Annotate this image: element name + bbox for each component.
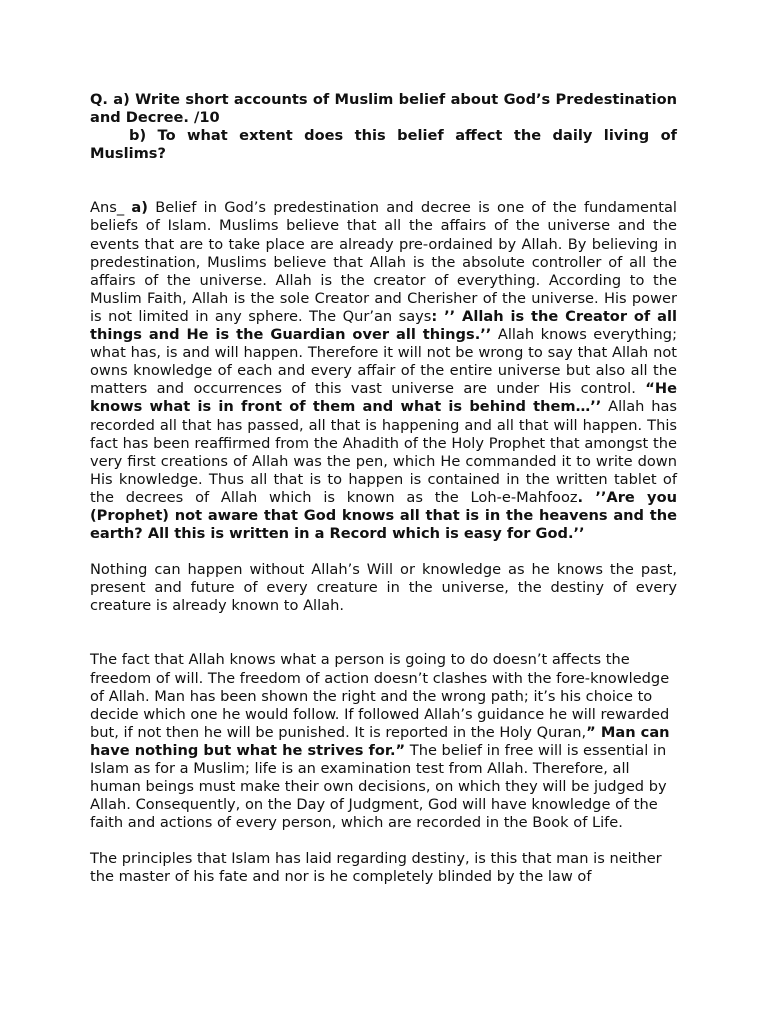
question-block [90, 91, 677, 163]
answer-paragraph-2: Nothing can happen without Allah’s Will or knowledge as he knows the past, present and future of every creature in the universe, the destiny of every creature is already known to Allah. [90, 561, 677, 615]
answer-text: Belief in God’s predestination and decree is one of the fundamental beliefs of Islam. Muslims believe that all the affairs of the universe and the events that are to take place are already pre-ordained by Allah. By believing in predestination, Muslims believe that Allah is the absolute controller of all the affairs of the universe. Allah is the creator of everything. According to the Muslim Faith, Allah is the sole Creator and Cherisher of the universe. His power is not limited in any sphere. The Qur’an says [90, 199, 677, 325]
answer-text: The belief in free will is essential in Islam as for a Muslim; life is an examination test from Allah. Therefore, all human beings must make their own decisions, on which they will be judged by Allah. Consequently, on the Day of Judgment, God will have knowledge of the faith and actions of every person, which are recorded in the Book of Life. [90, 741, 667, 832]
question-part-b-line [90, 127, 677, 163]
spacer [90, 615, 677, 651]
question-part-b: b) To what extent does this belief affect the daily living of Muslims? [90, 127, 677, 163]
answer-text: The fact that Allah knows what a person is going to do doesn’t affects the freedom of will. The freedom of action doesn’t clashes with the fore-knowledge of Allah. Man has been shown the right and the wrong path; it’s his choice to decide which one he would follow. If followed Allah’s guidance he will rewarded but, if not then he will be punished. It is reported in the Holy Quran, [90, 651, 670, 741]
quran-quote: “He knows what is in front of them and what is behind them…’’ [90, 380, 677, 416]
quran-quote: : ’’ Allah is the Creator of all things and He is the Guardian over all things.’’ [90, 307, 677, 344]
answer-paragraph-1 [90, 199, 677, 543]
answer-paragraph-3 [90, 651, 677, 832]
answer-text: Allah knows everything; what has, is and will happen. Therefore it will not be wrong to say that Allah not owns knowledge of each and every affair of the entire universe but also all the matters and occurrences of this vast universe are under His control. [90, 326, 677, 398]
document-page [90, 91, 677, 887]
quran-quote: ” Man can have nothing but what he strives for.” [90, 723, 670, 759]
spacer [90, 163, 677, 199]
question-part-a: Q. a) Write short accounts of Muslim belief about God’s Predestination and Decree. /10 [90, 91, 677, 127]
quran-quote: . ’’Are you (Prophet) not aware that God knows all that is in the heavens and the earth? All this is written in a Record which is easy for God.’’ [90, 488, 677, 543]
answer-text: Allah has recorded all that has passed, all that is happening and all that will happen. This fact has been reaffirmed from the Ahadith of the Holy Prophet that amongst the very first creations of Allah was the pen, which He commanded it to write down His knowledge. Thus all that is to happen is contained in the written tablet of the decrees of Allah which is known as the Loh-e-Mahfooz [90, 398, 678, 506]
answer-part-label: a) [131, 199, 148, 217]
answer-prefix: Ans_ [90, 199, 132, 217]
answer-paragraph-4: The principles that Islam has laid regarding destiny, is this that man is neither the master of his fate and nor is he completely blinded by the law of [90, 850, 662, 886]
spacer [90, 543, 677, 561]
spacer [90, 832, 677, 850]
